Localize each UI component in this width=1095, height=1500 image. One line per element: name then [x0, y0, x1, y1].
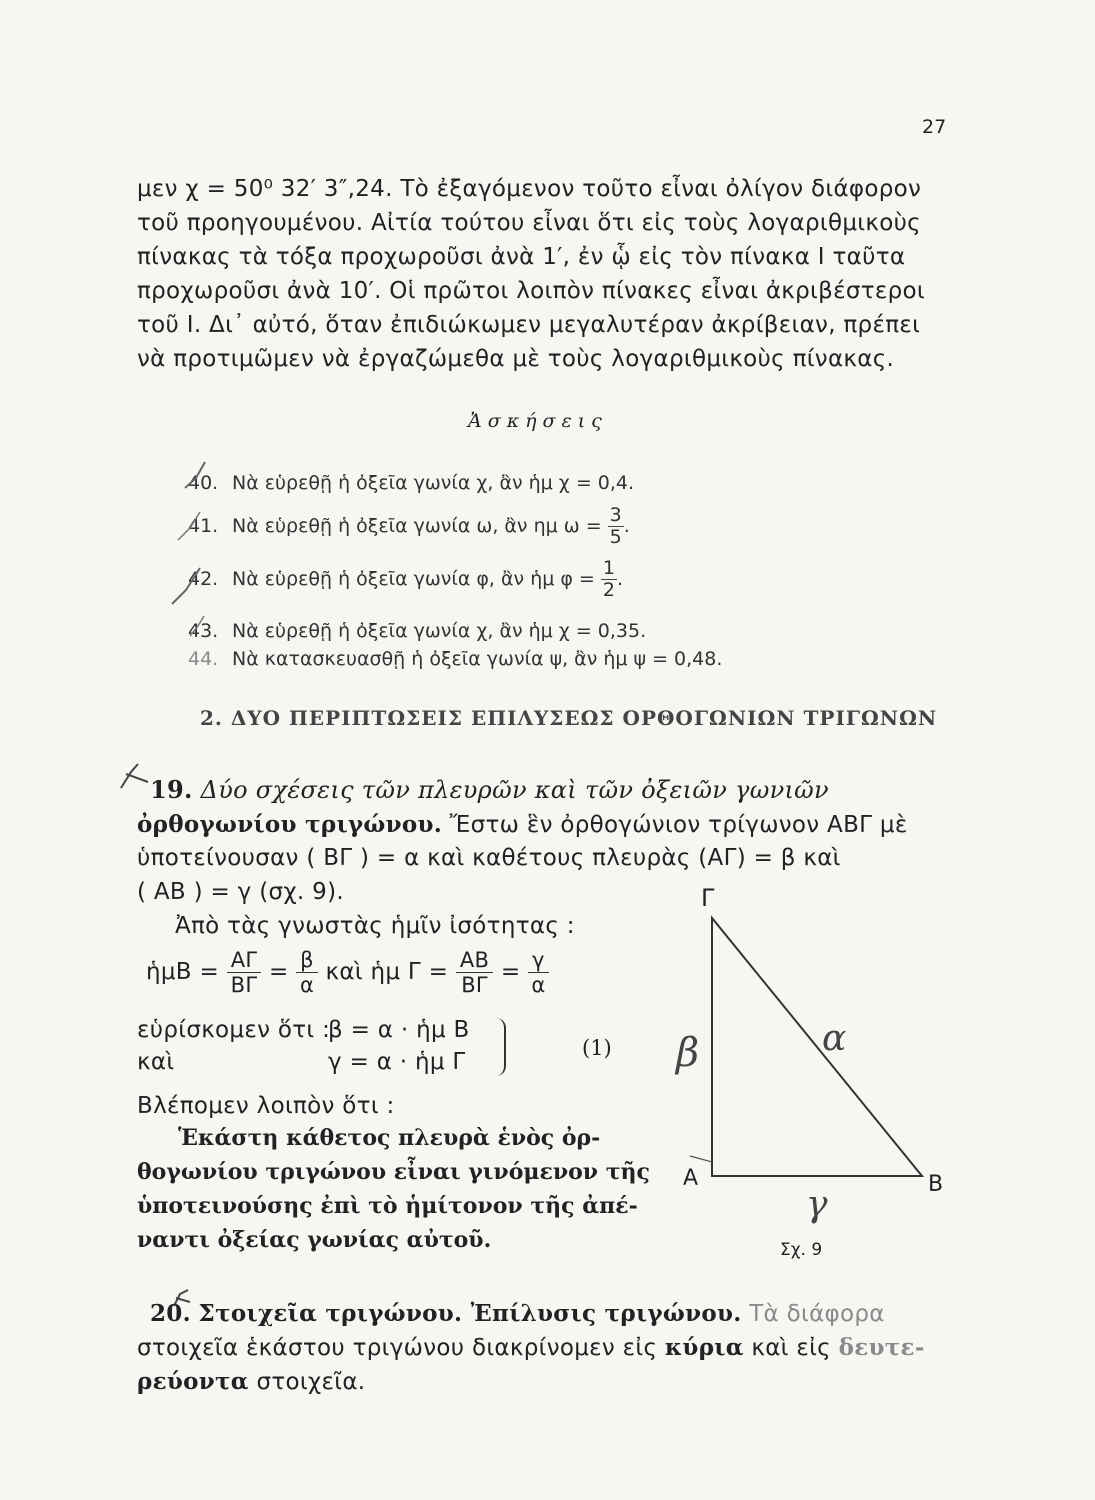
equation-label: εὑρίσκομεν ὅτι :: [137, 1017, 331, 1043]
section-title: Δύο σχέσεις τῶν πλευρῶν καὶ τῶν ὀξειῶν γωνιῶν: [200, 776, 829, 804]
exercise-number: 41.: [188, 514, 219, 537]
side-label-g: γ: [806, 1184, 828, 1225]
sine-formula: ἡμΒ = $\frac{A\Gamma}{B\Gamma}$ = $\frac{\beta}{\alpha}$ καὶ ἡμ Γ = $\frac{AB}{B\Gamma}$ = $\frac{\gamma}{\alpha}$: [146, 948, 549, 997]
section-20-line: ρεύοντα στοιχεῖα.: [137, 1368, 366, 1395]
section-20-line: στοιχεῖα ἑκάστου τριγώνου διακρίνομεν εἰς κύρια καὶ εἰς δευτε-: [137, 1334, 925, 1361]
text-line: νὰ προτιμῶμεν νὰ ἐργαζώμεθα μὲ τοὺς λογαριθμικοὺς πίνακας.: [137, 346, 895, 372]
exercise-item: 42. Νὰ εὑρεθῇ ἡ ὀξεῖα γωνία φ, ἂν ἡμ φ = $\frac{1}{2}$ .: [188, 557, 624, 601]
text-line: μεν χ = 50⁰ 32′ 3″,24. Τὸ ἐξαγόμενον τοῦτο εἶναι ὀλίγον διάφορον: [137, 176, 922, 202]
fraction: $\frac{\gamma}{\alpha}$: [528, 948, 549, 997]
vertex-label-b: Β: [928, 1172, 944, 1197]
exercise-number: 42.: [188, 567, 219, 590]
brace: [494, 1018, 506, 1076]
check-mark: [121, 764, 148, 788]
side-label-a: α: [822, 1018, 847, 1059]
exercise-text: Νὰ εὑρεθῇ ἡ ὀξεῖα γωνία ω, ἂν ημ ω =: [232, 514, 602, 537]
exercise-item: 41. Νὰ εὑρεθῇ ἡ ὀξεῖα γωνία ω, ἂν ημ ω = $\frac{3}{5}$ .: [188, 504, 630, 548]
text-line: τοῦ Ι. Δι᾽ αὐτό, ὅταν ἐπιδιώκωμεν μεγαλυτέραν ἀκρίβειαν, πρέπει: [137, 312, 921, 338]
section-number: 19.: [150, 775, 193, 804]
text-line: πίνακας τὰ τόξα προχωροῦσι ἀνὰ 1′, ἐν ᾧ εἰς τὸν πίνακα Ι ταῦτα: [137, 244, 906, 270]
exercise-text: Νὰ κατασκευασθῇ ἡ ὀξεῖα γωνία ψ, ἂν ἡμ ψ = 0,48.: [232, 648, 723, 670]
fraction: $\frac{A\Gamma}{B\Gamma}$: [227, 948, 262, 997]
figure-caption: Σχ. 9: [780, 1240, 823, 1260]
equation-label: καὶ: [137, 1049, 175, 1075]
exercise-number: 40.: [188, 472, 219, 494]
text-line: τοῦ προηγουμένου. Αἰτία τούτου εἶναι ὅτι εἰς τοὺς λογαριθμικοὺς: [137, 210, 921, 236]
triangle-figure: [712, 918, 922, 1176]
exercise-text: Νὰ εὑρεθῇ ἡ ὀξεῖα γωνία φ, ἂν ἡμ φ =: [232, 567, 595, 590]
vertex-label-a: Α: [683, 1166, 699, 1191]
section-19-line: ( ΑΒ ) = γ (σχ. 9).: [137, 879, 344, 905]
page-number: 27: [922, 116, 947, 138]
section-19-line: ὑποτείνουσαν ( ΒΓ ) = α καὶ καθέτους πλευρὰς (ΑΓ) = β καὶ: [137, 845, 841, 871]
section-19-line: Βλέπομεν λοιπὸν ὅτι :: [137, 1093, 395, 1119]
rule-line: ναντι ὀξείας γωνίας αὐτοῦ.: [137, 1227, 492, 1253]
check-mark: [185, 462, 205, 488]
check-mark: [178, 512, 200, 540]
exercise-text: Νὰ εὑρεθῇ ἡ ὀξεῖα γωνία χ, ἂν ἡμ χ = 0,35.: [232, 620, 647, 642]
section-title: Στοιχεῖα τριγώνου. Ἐπίλυσις τριγώνου.: [198, 1300, 742, 1327]
equation-number: (1): [582, 1036, 612, 1060]
exercise-number: 43.: [188, 620, 219, 642]
section-title-cont: ὀρθογωνίου τριγώνου.: [137, 811, 443, 838]
fraction: $\frac{3}{5}$: [609, 504, 622, 548]
check-mark: [172, 568, 200, 604]
pointer-line: [690, 1156, 712, 1162]
fraction: $\frac{1}{2}$: [602, 557, 615, 601]
fraction: $\frac{\beta}{\alpha}$: [296, 948, 318, 997]
side-label-b: β: [676, 1030, 700, 1076]
rule-line: θογωνίου τριγώνου εἶναι γινόμενον τῆς: [137, 1159, 650, 1185]
section-heading: 2. ΔΥΟ ΠΕΡΙΠΤΩΣΕΙΣ ΕΠΙΛΥΣΕΩΣ ΟΡΘΟΓΩΝΙΩΝ ΤΡΙΓΩΝΩΝ: [200, 706, 938, 730]
section-number: 20.: [150, 1300, 191, 1327]
section-19-line: Ἀπὸ τὰς γνωστὰς ἡμῖν ἰσότητας :: [175, 913, 575, 939]
fraction: $\frac{AB}{B\Gamma}$: [456, 948, 493, 997]
check-mark: [190, 616, 204, 636]
rule-line: ὑποτεινούσης ἐπὶ τὸ ἡμίτονον τῆς ἀπέ-: [137, 1193, 638, 1219]
exercise-number: 44.: [188, 648, 219, 670]
text-line: προχωροῦσι ἀνὰ 10′. Οἱ πρῶτοι λοιπὸν πίνακες εἶναι ἀκριβέστεροι: [137, 278, 925, 304]
equation-2: γ = α · ἡμ Γ: [328, 1049, 466, 1075]
rule-line: Ἑκάστη κάθετος πλευρὰ ἑνὸς ὀρ-: [178, 1125, 601, 1151]
exercise-text: Νὰ εὑρεθῇ ἡ ὀξεῖα γωνία χ, ἂν ἡμ χ = 0,4.: [232, 472, 635, 494]
section-19-title-line: [150, 775, 829, 804]
section-19-line: ὀρθογωνίου τριγώνου. Ἔστω ἓν ὀρθογώνιον τρίγωνον ΑΒΓ μὲ: [137, 811, 908, 838]
vertex-label-g: Γ: [701, 884, 715, 912]
equation-1: β = α · ἡμ Β: [328, 1017, 470, 1043]
section-20-title-line: 20. Στοιχεῖα τριγώνου. Ἐπίλυσις τριγώνου. Τὰ διάφορα: [150, 1300, 885, 1327]
exercises-title: Ἀσκήσεις: [468, 410, 608, 432]
